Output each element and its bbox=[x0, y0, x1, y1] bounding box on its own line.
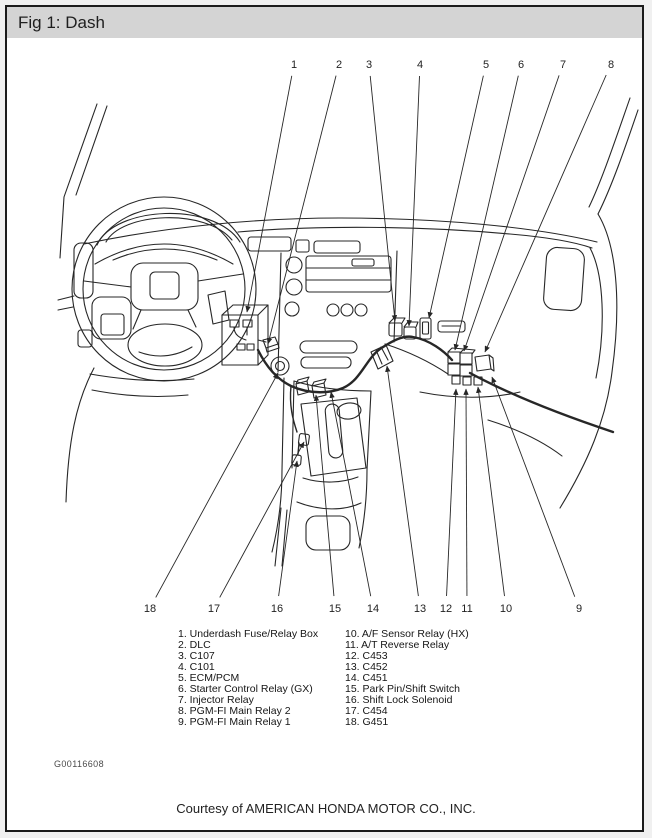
callout-number-10: 10 bbox=[499, 603, 513, 615]
legend-item: 6. Starter Control Relay (GX) bbox=[178, 683, 313, 695]
legend-item: 14. C451 bbox=[345, 672, 388, 684]
callout-number-14: 14 bbox=[366, 603, 380, 615]
legend-item: 11. A/T Reverse Relay bbox=[345, 639, 450, 651]
callout-number-18: 18 bbox=[143, 603, 157, 615]
callout-number-5: 5 bbox=[482, 59, 490, 71]
courtesy-footer: Courtesy of AMERICAN HONDA MOTOR CO., INC. bbox=[176, 801, 476, 816]
callout-number-3: 3 bbox=[365, 59, 373, 71]
legend-item: 18. G451 bbox=[345, 716, 389, 728]
callout-number-17: 17 bbox=[207, 603, 221, 615]
callout-number-1: 1 bbox=[290, 59, 298, 71]
legend-item: 13. C452 bbox=[345, 661, 388, 673]
callout-number-12: 12 bbox=[439, 603, 453, 615]
legend-item: 15. Park Pin/Shift Switch bbox=[345, 683, 460, 695]
legend-item: 17. C454 bbox=[345, 705, 388, 717]
callout-number-8: 8 bbox=[607, 59, 615, 71]
legend-item: 16. Shift Lock Solenoid bbox=[345, 694, 453, 706]
figure-title-bar bbox=[7, 7, 642, 38]
legend-item: 8. PGM-FI Main Relay 2 bbox=[178, 705, 291, 717]
figure-title: Fig 1: Dash bbox=[18, 13, 105, 32]
figure-id: G00116608 bbox=[54, 759, 104, 769]
legend-item: 12. C453 bbox=[345, 650, 388, 662]
callout-number-11: 11 bbox=[461, 603, 473, 615]
figure-frame bbox=[5, 5, 644, 832]
callout-number-9: 9 bbox=[575, 603, 583, 615]
callout-number-2: 2 bbox=[335, 59, 343, 71]
callout-number-13: 13 bbox=[413, 603, 427, 615]
legend-column-right bbox=[345, 629, 469, 728]
legend-column-left bbox=[178, 629, 318, 728]
callout-number-6: 6 bbox=[517, 59, 525, 71]
legend-item: 10. A/F Sensor Relay (HX) bbox=[345, 628, 469, 640]
legend-item: 2. DLC bbox=[178, 639, 211, 651]
legend-item: 1. Underdash Fuse/Relay Box bbox=[178, 628, 319, 640]
legend-item: 3. C107 bbox=[178, 650, 215, 662]
callout-number-15: 15 bbox=[328, 603, 342, 615]
legend-item: 5. ECM/PCM bbox=[178, 672, 240, 684]
legend-item: 7. Injector Relay bbox=[178, 694, 254, 706]
legend-item: 4. C101 bbox=[178, 661, 215, 673]
callout-number-4: 4 bbox=[416, 59, 424, 71]
legend-item: 9. PGM-FI Main Relay 1 bbox=[178, 716, 291, 728]
callout-number-16: 16 bbox=[270, 603, 284, 615]
callout-number-7: 7 bbox=[559, 59, 567, 71]
